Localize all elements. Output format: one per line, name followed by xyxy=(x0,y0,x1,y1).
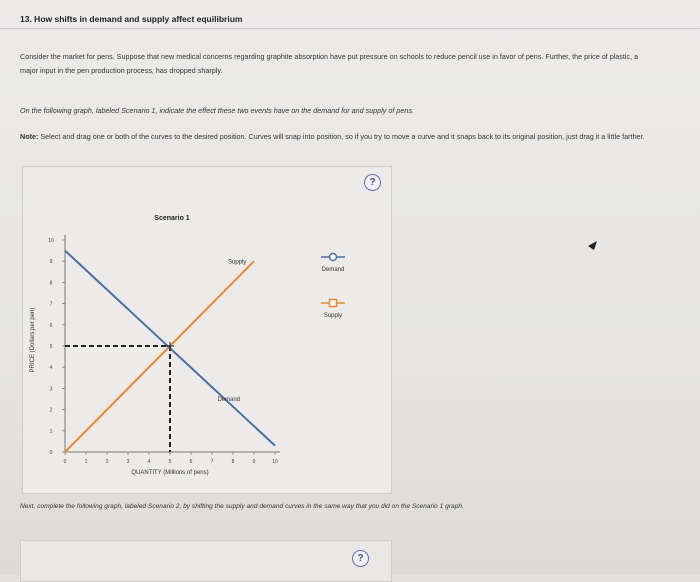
mouse-cursor-icon xyxy=(588,241,597,250)
x-tick-label: 2 xyxy=(105,459,109,465)
help-icon[interactable]: ? xyxy=(364,174,381,191)
x-axis-label: QUANTITY (Millions of pens) xyxy=(131,470,209,476)
x-tick-label: 4 xyxy=(147,459,151,465)
y-tick-label: 9 xyxy=(49,259,53,266)
y-tick-label: 0 xyxy=(49,450,53,456)
question-title: 13. How shifts in demand and supply affect equilibrium xyxy=(20,14,243,24)
y-tick-label: 6 xyxy=(49,322,53,329)
supply-curve-label: Supply xyxy=(228,259,247,266)
y-tick-label: 2 xyxy=(49,407,53,414)
chart-legend xyxy=(321,254,345,320)
x-tick-label: 8 xyxy=(231,459,235,465)
y-tick-label: 3 xyxy=(49,386,53,393)
next-instruction: Next, complete the following graph, labeled Scenario 2, by shifting the supply and demand curves in the same way that you did on the Scenario 1 graph. xyxy=(20,503,464,510)
y-tick-label: 4 xyxy=(49,365,53,372)
y-tick-label: 5 xyxy=(49,344,53,350)
help-icon-2[interactable]: ? xyxy=(352,550,369,567)
y-tick-label: 10 xyxy=(48,238,54,244)
y-tick-label: 8 xyxy=(49,280,53,287)
supply-curve xyxy=(65,261,254,452)
y-tick-label: 7 xyxy=(49,301,53,308)
y-axis-label: PRICE (Dollars per pen) xyxy=(30,307,36,373)
x-tick-label: 9 xyxy=(252,459,256,465)
y-tick-label: 1 xyxy=(49,428,53,435)
x-tick-label: 3 xyxy=(126,459,130,465)
x-tick-label: 7 xyxy=(210,459,214,465)
x-tick-label: 5 xyxy=(168,459,172,465)
x-tick-label: 1 xyxy=(84,459,88,465)
demand-legend-label: Demand xyxy=(321,267,345,273)
supply-legend-marker xyxy=(330,300,337,307)
chart-title: Scenario 1 xyxy=(154,215,190,222)
x-tick-label: 0 xyxy=(63,459,67,465)
x-tick-label: 10 xyxy=(272,459,278,465)
question-paragraph: Consider the market for pens. Suppose that new medical concerns regarding graphite absorption have put pressure on schools to reduce pencil use in favor of pens. Further, the price of plastic, a major input in the pen production process, has dropped sharply. xyxy=(20,52,639,75)
instruction-text: On the following graph, labeled Scenario 1, indicate the effect these two events have on the demand for and supply of pens. xyxy=(20,106,414,115)
x-tick-label: 6 xyxy=(189,459,193,465)
note-body: Select and drag one or both of the curves to the desired position. Curves will snap into position, so if you try to move a curve and it snaps back to its original position, just drag it a little farther. xyxy=(38,132,645,141)
supply-legend-label: Supply xyxy=(323,313,343,319)
demand-legend-marker xyxy=(330,254,337,261)
note-label: Note: xyxy=(20,132,39,141)
scenario2-graph-panel xyxy=(20,540,392,582)
demand-curve-label: Demand xyxy=(217,397,241,403)
